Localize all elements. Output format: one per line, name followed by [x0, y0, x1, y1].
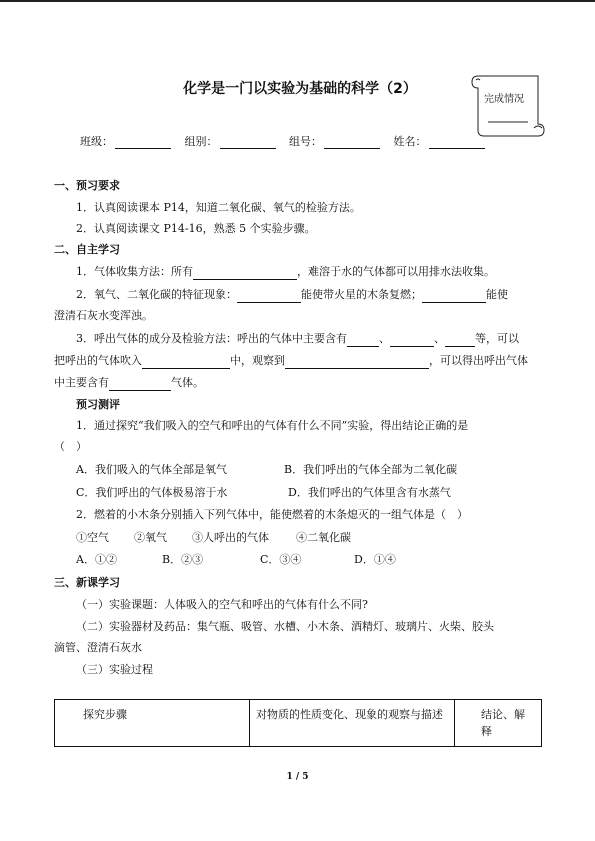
s2-q3-blank-4[interactable] [142, 356, 230, 369]
s2-question-1 [54, 264, 546, 280]
s3-process: （三）实验过程 [76, 663, 153, 676]
class-blank[interactable] [115, 136, 171, 149]
s2-q2-text-c: 能使 [486, 288, 508, 301]
page-number: 1 / 5 [286, 772, 309, 782]
s2-q3-text-e: ，可以得出呼出气体 [429, 354, 528, 367]
s2-q3-blank-6[interactable] [109, 378, 171, 391]
name-label: 姓名： [393, 135, 427, 148]
s2-q3-text-c: 把呼出的气体吹入 [54, 354, 142, 367]
test-heading: 预习测评 [76, 398, 120, 411]
test-q1-options-cd [54, 485, 546, 501]
choice-a: A．①② [76, 553, 117, 566]
s2-q3-blank-2[interactable] [390, 334, 434, 347]
test-question-2: 2．燃着的小木条分别插入下列气体中，能使燃着的木条熄灭的一组气体是（ ） [76, 508, 468, 521]
s2-q3-text-f: 中主要含有 [54, 376, 109, 389]
name-blank[interactable] [429, 136, 485, 149]
student-info-line [80, 133, 487, 149]
gas-item: ③人呼出的气体 [192, 531, 269, 544]
s2-q2-text-b: 能使带火星的木条复燃； [301, 288, 422, 301]
test-q2-choices [54, 552, 546, 568]
s2-q3-text-a: 3．呼出气体的成分及检验方法：呼出的气体中主要含有 [76, 332, 347, 345]
section-3-heading: 三、新课学习 [54, 576, 120, 589]
s3-topic: （一）实验课题：人体吸入的空气和呼出的气体有什么不同? [76, 598, 368, 611]
s2-q2-blank-2[interactable] [422, 290, 486, 303]
gas-item: ①空气 [76, 531, 109, 544]
s1-item-2: 2．认真阅读课文 P14-16，熟悉 5 个实验步骤。 [76, 222, 316, 235]
s2-q3-sep-2: 、 [434, 332, 445, 345]
table-header-row [55, 700, 542, 747]
stamp-label: 完成情况 [484, 94, 524, 105]
class-label: 班级： [80, 135, 113, 148]
s2-question-2-cont: 澄清石灰水变浑浊。 [54, 309, 153, 322]
experiment-table [54, 699, 542, 747]
s2-q3-text-d: 中，观察到 [230, 354, 285, 367]
test-question-1: 1．通过探究“我们吸入的空气和呼出的气体有什么不同”实验，得出结论正确的是 [76, 419, 469, 432]
s3-materials-cont: 滴管、澄清石灰水 [54, 641, 142, 654]
s2-q1-blank[interactable] [193, 267, 297, 280]
test-q2-items [54, 530, 546, 546]
choice-b: B．②③ [162, 553, 204, 566]
test-q1-answer-paren: （ ） [54, 440, 87, 453]
s3-materials: （二）实验器材及药品：集气瓶、吸管、水槽、小木条、酒精灯、玻璃片、火柴、胶头 [76, 620, 494, 633]
s2-q3-blank-3[interactable] [445, 334, 475, 347]
group-no-label: 组号： [289, 135, 322, 148]
option-d: D．我们呼出的气体里含有水蒸气 [288, 486, 451, 499]
s2-q3-sep-1: 、 [379, 332, 390, 345]
option-b: B．我们呼出的气体全部为二氧化碳 [284, 463, 458, 476]
col-observation: 对物质的性质变化、现象的观察与描述 [250, 700, 455, 747]
s2-q3-text-b: 等，可以 [475, 332, 519, 345]
s1-item-1: 1．认真阅读课本 P14，知道二氧化碳、氧气的检验方法。 [76, 201, 361, 214]
group-blank[interactable] [220, 136, 276, 149]
option-c: C．我们呼出的气体极易溶于水 [76, 486, 228, 499]
s2-q2-blank-1[interactable] [237, 290, 301, 303]
s2-question-2 [54, 287, 546, 303]
s2-q2-text-a: 2．氧气、二氧化碳的特征现象： [76, 288, 237, 301]
test-q1-options-ab [54, 462, 546, 478]
option-a: A．我们吸入的气体全部是氧气 [76, 463, 227, 476]
s2-q3-blank-5[interactable] [285, 356, 429, 369]
page-title: 化学是一门以实验为基础的科学（2） [183, 81, 417, 97]
s2-q1-text-b: ，难溶于水的气体都可以用排水法收集。 [297, 265, 495, 278]
s2-q3-blank-1[interactable] [347, 334, 379, 347]
gas-item: ④二氧化碳 [296, 531, 351, 544]
choice-d: D．①④ [354, 553, 396, 566]
s2-q1-text-a: 1．气体收集方法：所有 [76, 265, 193, 278]
group-no-blank[interactable] [324, 136, 380, 149]
s2-question-3-cont [54, 353, 546, 369]
col-steps: 探究步骤 [55, 700, 250, 747]
group-label: 组别： [184, 135, 218, 148]
s2-question-3 [54, 331, 546, 347]
s2-question-3-end [54, 375, 546, 391]
choice-c: C．③④ [260, 553, 302, 566]
s2-q3-text-g: 气体。 [171, 376, 204, 389]
gas-item: ②氧气 [134, 531, 167, 544]
scroll-stamp-icon [466, 70, 546, 140]
section-2-heading: 二、自主学习 [54, 243, 120, 256]
top-border-line [0, 0, 595, 2]
section-1-heading: 一、预习要求 [54, 179, 120, 192]
col-conclusion: 结论、解释 [455, 700, 542, 747]
